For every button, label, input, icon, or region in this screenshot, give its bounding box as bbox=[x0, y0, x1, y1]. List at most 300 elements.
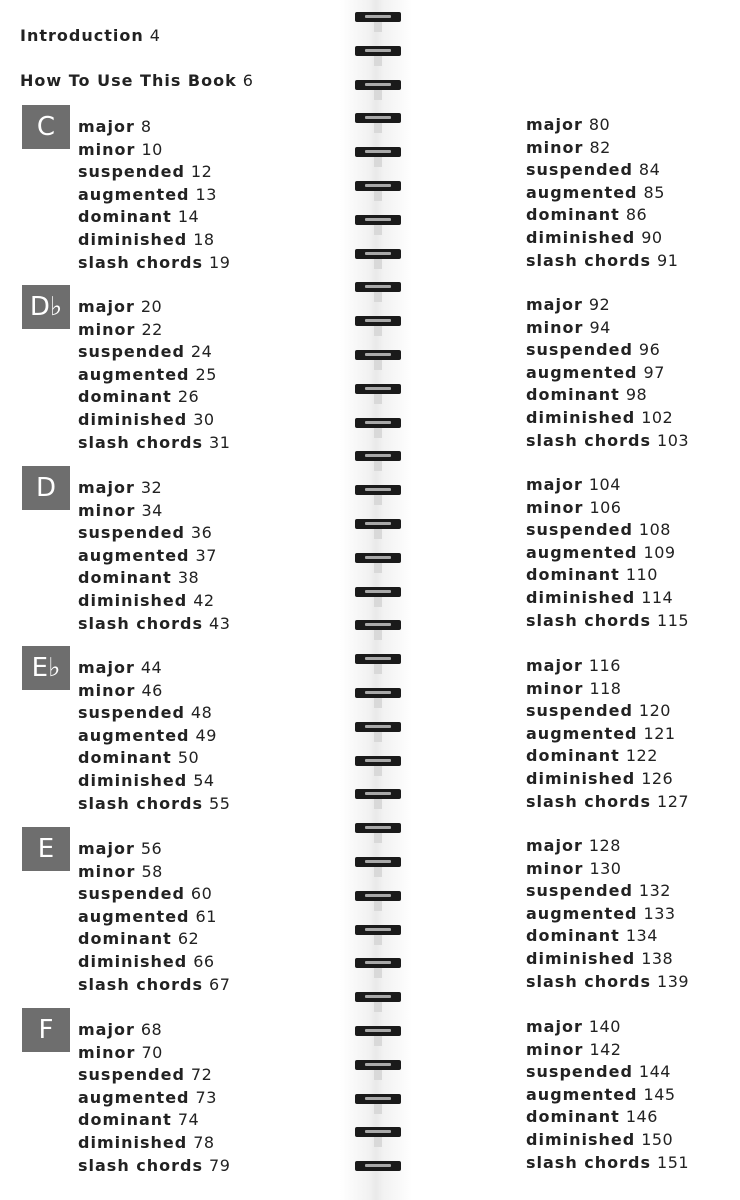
toc-entry-label: diminished bbox=[78, 951, 188, 971]
toc-entry[interactable] bbox=[78, 657, 230, 680]
toc-entry-label: major bbox=[526, 115, 583, 134]
toc-entry-label: major bbox=[78, 839, 135, 858]
toc-entry[interactable] bbox=[526, 182, 678, 205]
toc-entry-label: major bbox=[78, 297, 135, 316]
toc-entry[interactable] bbox=[78, 296, 230, 319]
toc-entry[interactable] bbox=[526, 858, 689, 881]
toc-entry-page: 128 bbox=[588, 836, 621, 855]
binding-ring bbox=[355, 923, 401, 937]
toc-entry-page: 42 bbox=[193, 590, 215, 610]
toc-entry-page: 73 bbox=[195, 1087, 217, 1107]
binding-ring bbox=[355, 889, 401, 903]
toc-entry-label: slash chords bbox=[526, 610, 652, 630]
toc-entry-page: 86 bbox=[625, 205, 648, 225]
toc-entry[interactable] bbox=[526, 317, 689, 340]
chord-list bbox=[526, 114, 678, 272]
binding-ring bbox=[355, 213, 401, 227]
toc-entry-label: dominant bbox=[526, 385, 620, 405]
toc-entry-page: 116 bbox=[588, 656, 621, 675]
binding-ring bbox=[355, 990, 401, 1004]
toc-entry[interactable] bbox=[78, 139, 230, 162]
toc-entry[interactable] bbox=[78, 477, 230, 500]
toc-entry-page: 132 bbox=[638, 881, 671, 901]
toc-entry-label: minor bbox=[78, 1042, 136, 1062]
binding-ring bbox=[355, 483, 401, 497]
toc-entry[interactable] bbox=[78, 229, 230, 252]
toc-entry-label: diminished bbox=[526, 407, 636, 427]
toc-entry[interactable] bbox=[78, 906, 230, 929]
toc-entry-label: Introduction bbox=[20, 26, 144, 45]
toc-entry-label: major bbox=[526, 836, 583, 855]
toc-entry[interactable] bbox=[526, 137, 678, 160]
toc-entry[interactable] bbox=[526, 294, 689, 317]
toc-entry-page: 151 bbox=[657, 1152, 690, 1172]
toc-entry[interactable] bbox=[78, 409, 230, 432]
toc-entry[interactable] bbox=[526, 880, 689, 903]
binding-ring bbox=[355, 754, 401, 768]
toc-entry[interactable] bbox=[78, 522, 230, 545]
toc-entry-label: diminished bbox=[78, 590, 188, 610]
toc-entry-page: 61 bbox=[195, 906, 217, 926]
toc-entry-label: diminished bbox=[78, 770, 188, 790]
toc-entry[interactable] bbox=[526, 1129, 689, 1152]
toc-entry[interactable] bbox=[78, 702, 230, 725]
key-badge: C bbox=[22, 105, 70, 149]
toc-entry-page: 25 bbox=[195, 364, 217, 384]
toc-entry-page: 62 bbox=[177, 929, 200, 949]
toc-entry-label: diminished bbox=[526, 227, 636, 247]
binding-ring bbox=[355, 78, 401, 92]
binding-ring bbox=[355, 821, 401, 835]
toc-entry-page: 94 bbox=[589, 317, 611, 337]
toc-entry-page: 106 bbox=[589, 497, 622, 517]
binding-ring bbox=[355, 382, 401, 396]
toc-entry-label: diminished bbox=[526, 768, 636, 788]
toc-entry-label: minor bbox=[526, 1039, 584, 1059]
binding-ring bbox=[355, 1159, 401, 1173]
binding-ring bbox=[355, 1092, 401, 1106]
toc-entry-page: 104 bbox=[588, 475, 621, 494]
binding-ring bbox=[355, 280, 401, 294]
toc-entry[interactable] bbox=[78, 680, 230, 703]
toc-entry[interactable] bbox=[78, 1109, 230, 1132]
binding-ring bbox=[355, 1125, 401, 1139]
toc-entry[interactable] bbox=[526, 159, 678, 182]
toc-entry-label: minor bbox=[526, 678, 584, 698]
toc-entry[interactable] bbox=[526, 678, 689, 701]
toc-entry[interactable] bbox=[78, 386, 230, 409]
toc-entry[interactable] bbox=[78, 1042, 230, 1065]
binding-ring bbox=[355, 585, 401, 599]
toc-entry-page: 121 bbox=[643, 723, 676, 743]
binding-ring bbox=[355, 551, 401, 565]
toc-entry[interactable] bbox=[78, 545, 230, 568]
toc-entry-page: 145 bbox=[643, 1084, 676, 1104]
toc-entry-page: 92 bbox=[588, 295, 611, 314]
toc-entry-label: dominant bbox=[526, 1107, 620, 1127]
toc-entry-page: 8 bbox=[140, 117, 152, 136]
toc-entry-page: 84 bbox=[638, 160, 661, 180]
toc-entry[interactable] bbox=[526, 925, 689, 948]
binding-ring bbox=[355, 348, 401, 362]
toc-entry-label: augmented bbox=[526, 1084, 638, 1104]
key-badge: E♭ bbox=[22, 646, 70, 690]
toc-entry-label: dominant bbox=[78, 207, 172, 227]
toc-entry-page: 56 bbox=[140, 839, 163, 858]
toc-entry-page: 118 bbox=[589, 678, 622, 698]
toc-entry[interactable] bbox=[78, 590, 230, 613]
toc-entry-page: 34 bbox=[141, 500, 163, 520]
chord-list bbox=[526, 835, 689, 993]
toc-entry-label: diminished bbox=[526, 587, 636, 607]
toc-entry-label: suspended bbox=[526, 520, 633, 540]
key-badge: D♭ bbox=[22, 285, 70, 329]
chord-list bbox=[78, 116, 230, 274]
toc-entry[interactable] bbox=[526, 1061, 689, 1084]
toc-entry-page: 82 bbox=[589, 137, 611, 157]
toc-entry-label: slash chords bbox=[526, 791, 652, 811]
toc-entry-label: augmented bbox=[78, 906, 190, 926]
toc-entry-page: 133 bbox=[643, 903, 676, 923]
toc-entry[interactable] bbox=[78, 1064, 230, 1087]
toc-entry-page: 139 bbox=[657, 971, 690, 991]
toc-entry-page: 122 bbox=[625, 746, 658, 766]
toc-entry-label: augmented bbox=[78, 364, 190, 384]
toc-entry-label: dominant bbox=[78, 748, 172, 768]
toc-entry-label: diminished bbox=[526, 948, 636, 968]
toc-entry-label: dominant bbox=[78, 387, 172, 407]
toc-entry[interactable] bbox=[526, 1016, 689, 1039]
toc-entry-label: suspended bbox=[78, 523, 185, 543]
toc-entry-page: 130 bbox=[589, 858, 622, 878]
toc-entry-label: suspended bbox=[526, 340, 633, 360]
binding-ring bbox=[355, 686, 401, 700]
toc-entry[interactable] bbox=[526, 430, 689, 453]
toc-entry-label: suspended bbox=[78, 1065, 185, 1085]
toc-entry[interactable] bbox=[78, 432, 230, 455]
toc-entry-label: augmented bbox=[526, 903, 638, 923]
toc-entry-page: 18 bbox=[193, 229, 215, 249]
toc-entry-label: dominant bbox=[526, 205, 620, 225]
toc-entry-page: 14 bbox=[177, 207, 200, 227]
toc-entry-label: major bbox=[526, 1017, 583, 1036]
toc-entry-page: 85 bbox=[643, 182, 665, 202]
key-badge: F bbox=[22, 1008, 70, 1052]
toc-entry[interactable] bbox=[526, 339, 689, 362]
toc-entry[interactable] bbox=[526, 745, 689, 768]
toc-entry-label: augmented bbox=[526, 362, 638, 382]
toc-entry-page: 50 bbox=[177, 748, 200, 768]
binding-ring bbox=[355, 44, 401, 58]
chord-list bbox=[78, 477, 230, 635]
toc-entry[interactable] bbox=[526, 587, 689, 610]
chord-list bbox=[526, 1016, 689, 1174]
toc-entry-label: dominant bbox=[78, 929, 172, 949]
toc-entry[interactable] bbox=[78, 928, 230, 951]
toc-entry-page: 4 bbox=[149, 26, 161, 45]
toc-entry[interactable] bbox=[78, 341, 230, 364]
toc-entry[interactable] bbox=[526, 1084, 689, 1107]
toc-entry-label: slash chords bbox=[78, 974, 204, 994]
toc-entry-page: 12 bbox=[190, 162, 213, 182]
toc-entry-page: 19 bbox=[209, 252, 231, 272]
toc-entry-page: 44 bbox=[140, 658, 163, 677]
toc-entry-label: major bbox=[78, 658, 135, 677]
toc-entry[interactable] bbox=[526, 903, 689, 926]
toc-entry-page: 96 bbox=[638, 340, 661, 360]
toc-entry-page: 72 bbox=[190, 1065, 213, 1085]
chord-list bbox=[526, 294, 689, 452]
key-badge: D bbox=[22, 466, 70, 510]
toc-entry-page: 140 bbox=[588, 1017, 621, 1036]
toc-entry-page: 26 bbox=[177, 387, 200, 407]
toc-entry[interactable] bbox=[78, 747, 230, 770]
toc-entry-page: 58 bbox=[141, 861, 163, 881]
toc-entry-page: 68 bbox=[140, 1020, 163, 1039]
toc-entry-label: dominant bbox=[78, 568, 172, 588]
toc-entry-label: diminished bbox=[78, 409, 188, 429]
toc-entry-label: slash chords bbox=[526, 1152, 652, 1172]
toc-entry[interactable] bbox=[526, 1039, 689, 1062]
toc-entry-label: slash chords bbox=[78, 613, 204, 633]
toc-entry-page: 70 bbox=[141, 1042, 163, 1062]
spiral-binding bbox=[355, 0, 401, 1200]
toc-entry[interactable] bbox=[78, 883, 230, 906]
toc-entry-page: 150 bbox=[641, 1129, 674, 1149]
toc-entry[interactable] bbox=[78, 364, 230, 387]
toc-entry-page: 46 bbox=[141, 680, 163, 700]
toc-entry-page: 146 bbox=[625, 1107, 658, 1127]
binding-ring bbox=[355, 1058, 401, 1072]
toc-entry-page: 144 bbox=[638, 1062, 671, 1082]
toc-entry-page: 31 bbox=[209, 432, 231, 452]
toc-entry-label: minor bbox=[78, 319, 136, 339]
toc-entry-label: augmented bbox=[526, 182, 638, 202]
toc-entry[interactable] bbox=[526, 497, 689, 520]
toc-entry-page: 67 bbox=[209, 974, 231, 994]
toc-entry[interactable] bbox=[526, 114, 678, 137]
binding-ring bbox=[355, 179, 401, 193]
toc-entry[interactable] bbox=[78, 161, 230, 184]
toc-entry[interactable] bbox=[526, 474, 689, 497]
toc-entry-label: diminished bbox=[78, 1132, 188, 1152]
binding-ring bbox=[355, 1024, 401, 1038]
binding-ring bbox=[355, 314, 401, 328]
toc-entry-page: 98 bbox=[625, 385, 648, 405]
toc-entry-label: augmented bbox=[78, 1087, 190, 1107]
chord-list bbox=[526, 655, 689, 813]
toc-entry-label: suspended bbox=[526, 701, 633, 721]
toc-entry[interactable] bbox=[526, 835, 689, 858]
toc-entry[interactable] bbox=[526, 971, 689, 994]
toc-entry[interactable] bbox=[526, 542, 689, 565]
toc-entry[interactable] bbox=[78, 1019, 230, 1042]
toc-entry-label: dominant bbox=[526, 565, 620, 585]
toc-entry-label: augmented bbox=[78, 725, 190, 745]
toc-entry-label: minor bbox=[78, 500, 136, 520]
toc-entry-page: 78 bbox=[193, 1132, 215, 1152]
toc-entry[interactable] bbox=[526, 768, 689, 791]
toc-entry-page: 102 bbox=[641, 407, 674, 427]
toc-entry[interactable] bbox=[78, 567, 230, 590]
toc-entry[interactable] bbox=[526, 564, 689, 587]
toc-entry-label: slash chords bbox=[78, 252, 204, 272]
toc-entry-page: 134 bbox=[625, 926, 658, 946]
toc-entry-label: suspended bbox=[78, 884, 185, 904]
toc-entry-page: 49 bbox=[195, 725, 217, 745]
toc-entry-label: augmented bbox=[526, 542, 638, 562]
toc-entry-label: suspended bbox=[526, 160, 633, 180]
toc-entry-page: 66 bbox=[193, 951, 215, 971]
toc-how-to-use-entry[interactable] bbox=[20, 71, 254, 90]
toc-entry-page: 97 bbox=[643, 362, 665, 382]
toc-entry[interactable] bbox=[78, 725, 230, 748]
toc-entry[interactable] bbox=[526, 384, 689, 407]
toc-entry-label: How To Use This Book bbox=[20, 71, 237, 90]
toc-entry[interactable] bbox=[526, 362, 689, 385]
toc-entry[interactable] bbox=[78, 206, 230, 229]
binding-ring bbox=[355, 111, 401, 125]
binding-ring bbox=[355, 956, 401, 970]
toc-entry-page: 103 bbox=[657, 430, 690, 450]
toc-entry-label: augmented bbox=[78, 545, 190, 565]
toc-entry-label: major bbox=[526, 475, 583, 494]
toc-entry[interactable] bbox=[526, 250, 678, 273]
binding-ring bbox=[355, 449, 401, 463]
toc-entry[interactable] bbox=[78, 951, 230, 974]
toc-entry-page: 91 bbox=[657, 250, 679, 270]
toc-entry-label: suspended bbox=[526, 1062, 633, 1082]
toc-entry[interactable] bbox=[78, 500, 230, 523]
toc-entry-label: slash chords bbox=[526, 971, 652, 991]
toc-entry-page: 43 bbox=[209, 613, 231, 633]
toc-entry-page: 37 bbox=[195, 545, 217, 565]
binding-ring bbox=[355, 720, 401, 734]
toc-entry-label: slash chords bbox=[526, 250, 652, 270]
toc-entry[interactable] bbox=[526, 610, 689, 633]
toc-entry-label: major bbox=[78, 478, 135, 497]
toc-entry[interactable] bbox=[526, 791, 689, 814]
toc-entry-page: 126 bbox=[641, 768, 674, 788]
toc-entry-page: 110 bbox=[625, 565, 658, 585]
toc-entry[interactable] bbox=[78, 861, 230, 884]
toc-entry-label: major bbox=[78, 1020, 135, 1039]
toc-entry[interactable] bbox=[526, 1152, 689, 1175]
binding-ring bbox=[355, 517, 401, 531]
toc-entry-label: major bbox=[78, 117, 135, 136]
binding-ring bbox=[355, 416, 401, 430]
toc-entry-label: dominant bbox=[526, 746, 620, 766]
toc-entry[interactable] bbox=[78, 613, 230, 636]
toc-entry-label: minor bbox=[78, 861, 136, 881]
toc-entry[interactable] bbox=[78, 1087, 230, 1110]
toc-entry[interactable] bbox=[526, 407, 689, 430]
toc-entry[interactable] bbox=[78, 974, 230, 997]
toc-entry[interactable] bbox=[78, 319, 230, 342]
toc-entry[interactable] bbox=[78, 1155, 230, 1178]
toc-entry-label: minor bbox=[78, 139, 136, 159]
toc-entry-page: 108 bbox=[638, 520, 671, 540]
toc-entry-label: minor bbox=[526, 858, 584, 878]
toc-entry-label: augmented bbox=[526, 723, 638, 743]
toc-entry[interactable] bbox=[78, 793, 230, 816]
toc-entry[interactable] bbox=[526, 700, 689, 723]
toc-entry-page: 32 bbox=[140, 478, 163, 497]
toc-entry-label: slash chords bbox=[78, 793, 204, 813]
toc-entry-label: minor bbox=[526, 497, 584, 517]
toc-entry[interactable] bbox=[78, 116, 230, 139]
toc-entry[interactable] bbox=[526, 227, 678, 250]
toc-entry-page: 48 bbox=[190, 703, 213, 723]
toc-entry-label: minor bbox=[526, 137, 584, 157]
toc-entry-label: major bbox=[526, 295, 583, 314]
binding-ring bbox=[355, 247, 401, 261]
toc-entry-page: 79 bbox=[209, 1155, 231, 1175]
toc-entry-label: suspended bbox=[78, 703, 185, 723]
toc-entry[interactable] bbox=[526, 1106, 689, 1129]
toc-entry-label: slash chords bbox=[78, 1155, 204, 1175]
toc-entry-page: 55 bbox=[209, 793, 231, 813]
toc-entry[interactable] bbox=[526, 723, 689, 746]
toc-entry-page: 80 bbox=[588, 115, 611, 134]
toc-entry-page: 114 bbox=[641, 587, 674, 607]
toc-entry-page: 10 bbox=[141, 139, 163, 159]
toc-entry-label: augmented bbox=[78, 184, 190, 204]
chord-list bbox=[78, 838, 230, 996]
toc-entry-page: 36 bbox=[190, 523, 213, 543]
toc-entry[interactable] bbox=[526, 204, 678, 227]
toc-entry[interactable] bbox=[526, 655, 689, 678]
chord-list bbox=[78, 1019, 230, 1177]
toc-entry[interactable] bbox=[526, 948, 689, 971]
toc-entry-page: 54 bbox=[193, 770, 215, 790]
toc-entry-label: diminished bbox=[78, 229, 188, 249]
toc-entry-label: major bbox=[526, 656, 583, 675]
toc-entry-page: 22 bbox=[141, 319, 163, 339]
toc-entry-page: 109 bbox=[643, 542, 676, 562]
binding-ring bbox=[355, 618, 401, 632]
toc-entry-page: 142 bbox=[589, 1039, 622, 1059]
toc-entry[interactable] bbox=[526, 519, 689, 542]
chord-list bbox=[526, 474, 689, 632]
toc-entry-page: 38 bbox=[177, 568, 200, 588]
toc-entry-label: suspended bbox=[78, 342, 185, 362]
toc-entry-page: 60 bbox=[190, 884, 213, 904]
toc-entry[interactable] bbox=[78, 1132, 230, 1155]
toc-entry[interactable] bbox=[78, 184, 230, 207]
toc-entry[interactable] bbox=[78, 252, 230, 275]
toc-entry-page: 74 bbox=[177, 1110, 200, 1130]
binding-ring bbox=[355, 145, 401, 159]
toc-entry-label: slash chords bbox=[526, 430, 652, 450]
toc-entry-page: 138 bbox=[641, 948, 674, 968]
toc-entry-label: slash chords bbox=[78, 432, 204, 452]
toc-entry-label: minor bbox=[526, 317, 584, 337]
toc-entry-label: diminished bbox=[526, 1129, 636, 1149]
toc-entry[interactable] bbox=[78, 838, 230, 861]
toc-entry-label: suspended bbox=[78, 162, 185, 182]
toc-entry-page: 6 bbox=[242, 71, 254, 90]
toc-entry[interactable] bbox=[78, 770, 230, 793]
binding-ring bbox=[355, 855, 401, 869]
toc-entry-page: 13 bbox=[195, 184, 217, 204]
toc-intro-entry[interactable] bbox=[20, 26, 161, 45]
chord-list bbox=[78, 296, 230, 454]
binding-ring bbox=[355, 787, 401, 801]
toc-entry-page: 115 bbox=[657, 610, 690, 630]
toc-entry-page: 120 bbox=[638, 701, 671, 721]
toc-entry-label: dominant bbox=[78, 1110, 172, 1130]
